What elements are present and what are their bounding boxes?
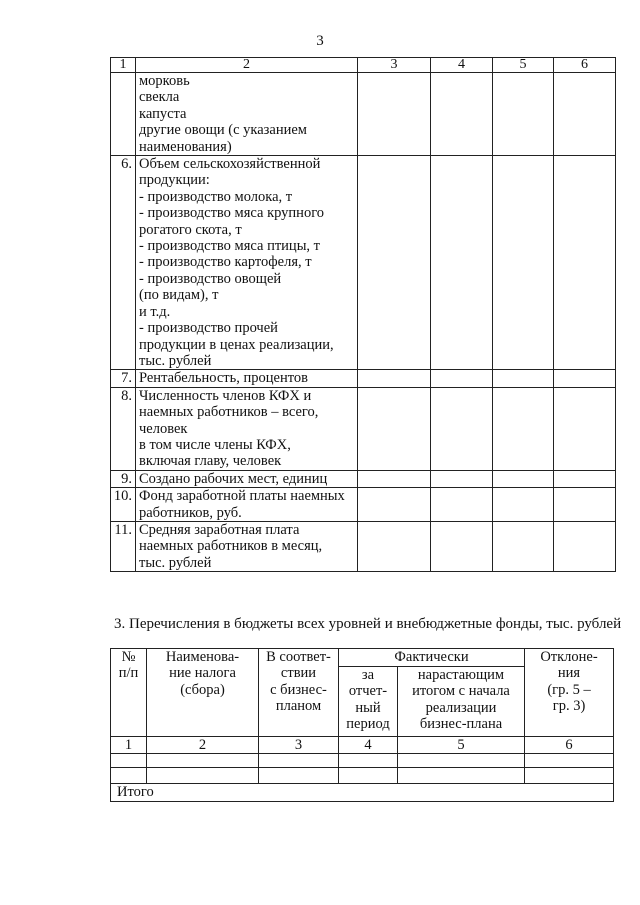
section-3-title: 3. Перечисления в бюджеты всех уровней и внебюджетные фонды, тыс. рублей — [114, 616, 622, 632]
column-number-2: 2 — [136, 58, 358, 73]
budget-header-row-1 — [111, 649, 614, 667]
indicator-line: тыс. рублей — [139, 352, 212, 369]
indicator-line: Численность членов КФХ и — [139, 387, 312, 404]
header-line: ствии — [280, 665, 317, 682]
header-deviation-cell — [525, 649, 614, 737]
header-cumulative-cell — [398, 667, 525, 737]
indicator-name — [136, 73, 358, 156]
value-cell — [554, 387, 616, 470]
header-line: отчет- — [348, 683, 388, 700]
header-actual-cell: Фактически — [339, 649, 525, 667]
empty-cell — [525, 754, 614, 768]
value-cell — [358, 387, 431, 470]
budget-empty-row — [111, 768, 614, 784]
indicator-line: морковь — [139, 73, 190, 89]
value-cell — [431, 387, 493, 470]
empty-cell — [398, 768, 525, 784]
header-line: В соответ- — [266, 649, 331, 665]
indicator-row-6 — [111, 156, 616, 370]
header-period-cell — [339, 667, 398, 737]
empty-cell — [398, 754, 525, 768]
value-cell — [431, 488, 493, 522]
indicator-line: наемных работников – всего, — [139, 404, 319, 421]
budget-column-number: 2 — [147, 737, 259, 754]
indicator-name — [136, 488, 358, 522]
row-number: 11. — [111, 521, 136, 571]
indicator-line: - производство мяса птицы, т — [139, 238, 321, 255]
budget-column-numbers-row — [111, 737, 614, 754]
header-line: п/п — [118, 665, 139, 682]
indicator-line: капуста — [139, 105, 187, 122]
value-cell — [554, 470, 616, 487]
indicator-line: человек — [139, 420, 188, 437]
value-cell — [431, 73, 493, 156]
header-line: (гр. 5 – — [547, 681, 591, 698]
header-line: (сбора) — [180, 681, 225, 698]
value-cell — [431, 470, 493, 487]
header-line: итогом с начала — [412, 683, 510, 700]
indicator-line: тыс. рублей — [139, 554, 212, 571]
value-cell — [554, 488, 616, 522]
indicator-line: включая главу, человек — [139, 453, 282, 470]
header-line: планом — [275, 698, 322, 715]
row-number: 10. — [111, 488, 136, 522]
value-cell — [358, 521, 431, 571]
indicator-name — [136, 521, 358, 571]
empty-cell — [147, 768, 259, 784]
value-cell — [431, 370, 493, 387]
indicators-table — [110, 57, 616, 572]
empty-cell — [111, 754, 147, 768]
header-line: период — [346, 716, 390, 733]
header-line: Наименова- — [165, 649, 240, 665]
indicator-line: - производство молока, т — [139, 188, 293, 205]
header-line: ния — [557, 665, 581, 682]
empty-cell — [259, 768, 339, 784]
value-cell — [358, 370, 431, 387]
indicator-line: продукции: — [139, 172, 210, 189]
value-cell — [358, 470, 431, 487]
row-number: 9. — [111, 470, 136, 487]
empty-cell — [339, 754, 398, 768]
indicator-row-11 — [111, 521, 616, 571]
value-cell — [431, 521, 493, 571]
value-cell — [358, 73, 431, 156]
value-cell — [493, 470, 554, 487]
indicator-line: (по видам), т — [139, 287, 219, 304]
value-cell — [431, 156, 493, 370]
value-cell — [493, 521, 554, 571]
header-line: с бизнес- — [270, 681, 327, 698]
header-line: нарастающим — [417, 667, 505, 683]
indicator-line: рогатого скота, т — [139, 221, 242, 238]
budget-column-number: 4 — [339, 737, 398, 754]
indicator-line: - производство мяса крупного — [139, 205, 325, 222]
header-line: ние налога — [169, 665, 236, 682]
indicator-name — [136, 387, 358, 470]
budget-payments-table — [110, 648, 614, 802]
value-cell — [493, 387, 554, 470]
indicator-row-8 — [111, 387, 616, 470]
header-line: гр. 3) — [552, 698, 586, 715]
row-number: 6. — [111, 156, 136, 370]
indicator-line: Фонд заработной платы наемных — [139, 488, 345, 505]
header-line: реализации — [425, 699, 497, 716]
indicator-line: - производство прочей — [139, 320, 278, 337]
indicator-line: наименования) — [139, 138, 232, 155]
empty-cell — [111, 768, 147, 784]
value-cell — [493, 156, 554, 370]
row-number: 7. — [111, 370, 136, 387]
header-line: за — [361, 667, 375, 683]
indicator-row-7 — [111, 370, 616, 387]
row-number: 8. — [111, 387, 136, 470]
budget-empty-row — [111, 754, 614, 768]
value-cell — [493, 370, 554, 387]
indicator-line: работников, руб. — [139, 504, 242, 521]
value-cell — [554, 73, 616, 156]
budget-column-number: 3 — [259, 737, 339, 754]
value-cell — [358, 488, 431, 522]
indicator-row-9 — [111, 470, 616, 487]
indicator-line: другие овощи (с указанием — [139, 122, 307, 139]
header-line: № — [121, 649, 136, 665]
indicator-line: в том числе члены КФХ, — [139, 436, 291, 453]
header-line: Отклоне- — [540, 649, 598, 665]
empty-cell — [525, 768, 614, 784]
indicator-line: - производство овощей — [139, 270, 282, 287]
indicator-line: - производство картофеля, т — [139, 254, 312, 271]
indicator-line: Средняя заработная плата — [139, 521, 300, 538]
indicator-name — [136, 156, 358, 370]
indicators-table-header — [111, 58, 616, 73]
header-tax-name-cell — [147, 649, 259, 737]
indicator-name — [136, 470, 358, 487]
indicator-line: наемных работников в месяц, — [139, 538, 323, 555]
indicator-line: Рентабельность, процентов — [139, 370, 308, 387]
value-cell — [493, 73, 554, 156]
value-cell — [554, 370, 616, 387]
header-number-cell — [111, 649, 147, 737]
indicator-line: продукции в ценах реализации, — [139, 336, 334, 353]
vegetables-subrow — [111, 73, 616, 156]
indicator-line: Объем сельскохозяйственной — [139, 156, 321, 173]
row-number — [111, 73, 136, 156]
indicator-name — [136, 370, 358, 387]
empty-cell — [147, 754, 259, 768]
column-number-6: 6 — [554, 58, 616, 73]
column-number-4: 4 — [431, 58, 493, 73]
header-business-plan-cell — [259, 649, 339, 737]
value-cell — [358, 156, 431, 370]
header-line: бизнес-плана — [419, 716, 503, 733]
empty-cell — [339, 768, 398, 784]
budget-column-number: 6 — [525, 737, 614, 754]
column-number-5: 5 — [493, 58, 554, 73]
column-number-1: 1 — [111, 58, 136, 73]
value-cell — [554, 156, 616, 370]
empty-cell — [259, 754, 339, 768]
indicator-line: Создано рабочих мест, единиц — [139, 470, 328, 487]
indicator-row-10 — [111, 488, 616, 522]
value-cell — [554, 521, 616, 571]
total-label: Итого — [111, 784, 614, 802]
column-number-3: 3 — [358, 58, 431, 73]
budget-column-number: 5 — [398, 737, 525, 754]
budget-column-number: 1 — [111, 737, 147, 754]
indicator-line: и т.д. — [139, 303, 171, 320]
header-line: ный — [355, 699, 381, 716]
budget-total-row — [111, 784, 614, 802]
indicator-line: свекла — [139, 89, 180, 106]
page-number: 3 — [316, 33, 324, 49]
value-cell — [493, 488, 554, 522]
